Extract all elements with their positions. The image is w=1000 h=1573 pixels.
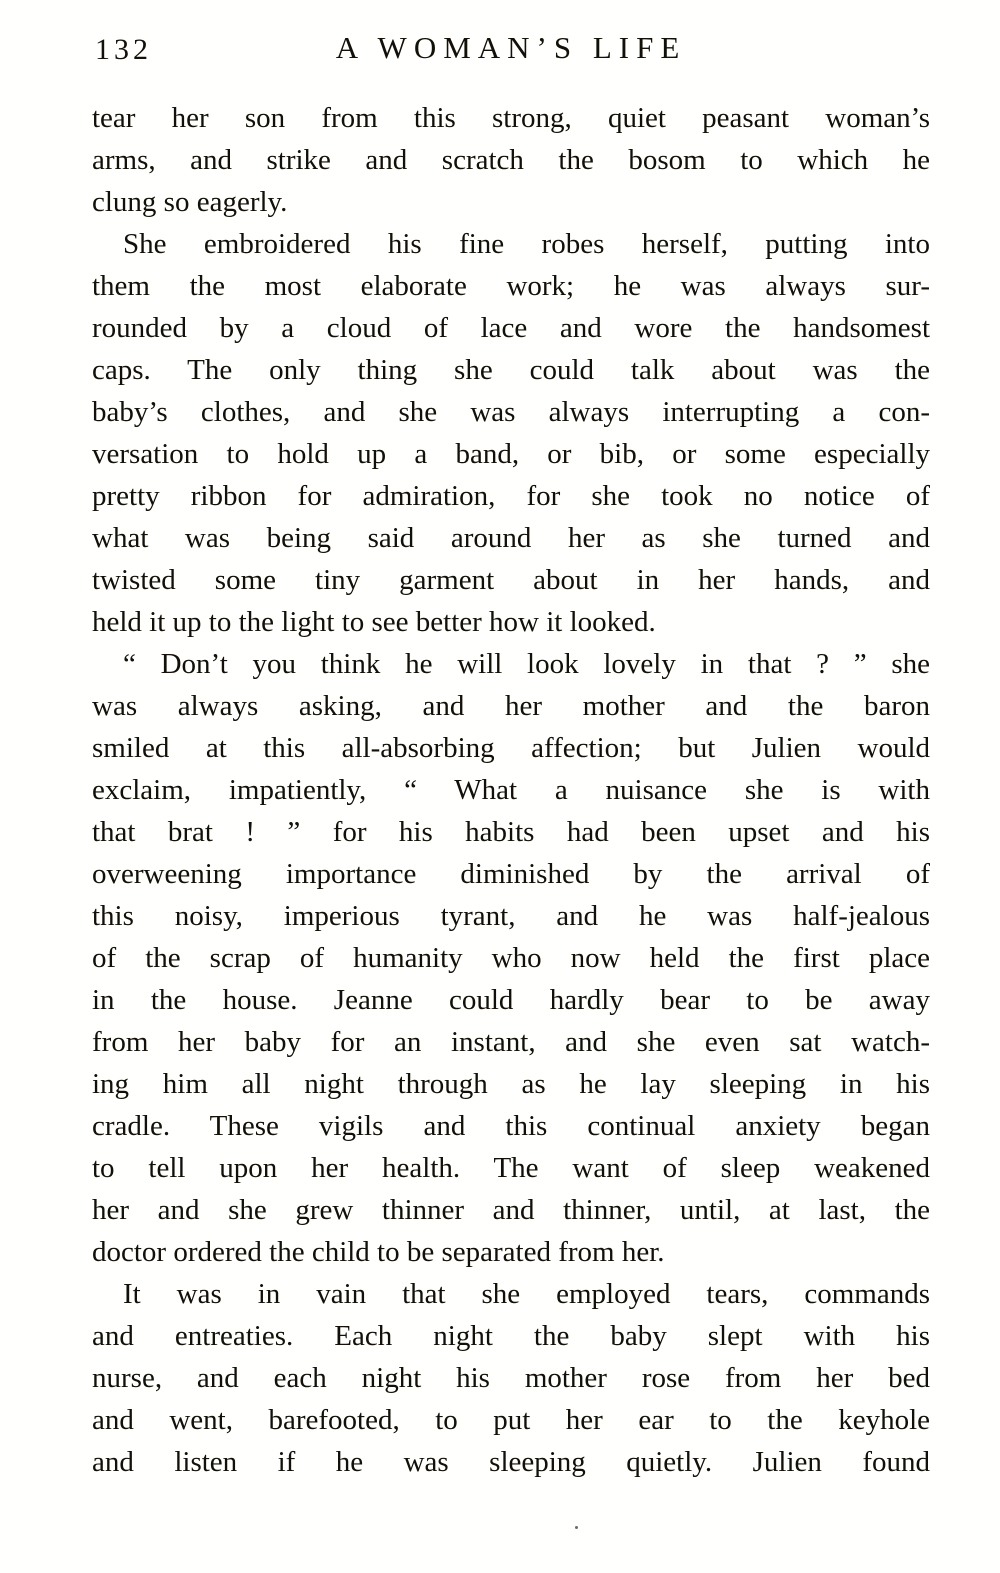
text-line: held it up to the light to see better how it looked.	[92, 606, 656, 638]
text-line: was always asking, and her mother and the baron	[92, 690, 930, 722]
page-number: 132	[95, 33, 152, 66]
text-line: exclaim, impatiently, “ What a nuisance she is with	[92, 774, 930, 806]
text-line: and went, barefooted, to put her ear to the keyhole	[92, 1404, 930, 1436]
text-line: nurse, and each night his mother rose from her bed	[92, 1362, 930, 1394]
text-line: in the house. Jeanne could hardly bear to be away	[92, 984, 930, 1016]
text-line: them the most elaborate work; he was always sur-	[92, 270, 930, 302]
text-line: of the scrap of humanity who now held the first place	[92, 942, 930, 974]
text-line: clung so eagerly.	[92, 186, 288, 218]
text-line: that brat ! ” for his habits had been upset and his	[92, 816, 930, 848]
text-line: smiled at this all-absorbing affection; but Julien would	[92, 732, 930, 764]
text-line: her and she grew thinner and thinner, until, at last, the	[92, 1194, 930, 1226]
ink-speck	[575, 1526, 578, 1529]
text-line: and listen if he was sleeping quietly. Julien found	[92, 1446, 930, 1478]
text-line: tear her son from this strong, quiet peasant woman’s	[92, 102, 930, 134]
text-line: this noisy, imperious tyrant, and he was half-jealous	[92, 900, 930, 932]
text-line: overweening importance diminished by the arrival of	[92, 858, 930, 890]
running-title: A WOMAN’S LIFE	[335, 30, 687, 65]
text-line: doctor ordered the child to be separated from her.	[92, 1236, 665, 1268]
page-body	[92, 97, 930, 1483]
text-line: It was in vain that she employed tears, commands	[123, 1278, 930, 1310]
text-line: pretty ribbon for admiration, for she took no notice of	[92, 480, 930, 512]
text-line: cradle. These vigils and this continual anxiety began	[92, 1110, 930, 1142]
text-line: twisted some tiny garment about in her hands, and	[92, 564, 930, 596]
text-line: from her baby for an instant, and she even sat watch-	[92, 1026, 930, 1058]
text-line: rounded by a cloud of lace and wore the handsomest	[92, 312, 930, 344]
text-line: “ Don’t you think he will look lovely in that ? ” she	[123, 648, 930, 680]
text-line: what was being said around her as she turned and	[92, 522, 930, 554]
text-line: ing him all night through as he lay sleeping in his	[92, 1068, 930, 1100]
text-line: arms, and strike and scratch the bosom to which he	[92, 144, 930, 176]
text-line: versation to hold up a band, or bib, or some especially	[92, 438, 930, 470]
text-line: caps. The only thing she could talk about was the	[92, 354, 930, 386]
text-line: and entreaties. Each night the baby slept with his	[92, 1320, 930, 1352]
text-line: to tell upon her health. The want of sleep weakened	[92, 1152, 930, 1184]
text-line: baby’s clothes, and she was always interrupting a con-	[92, 396, 930, 428]
text-line: She embroidered his fine robes herself, putting into	[123, 228, 930, 260]
